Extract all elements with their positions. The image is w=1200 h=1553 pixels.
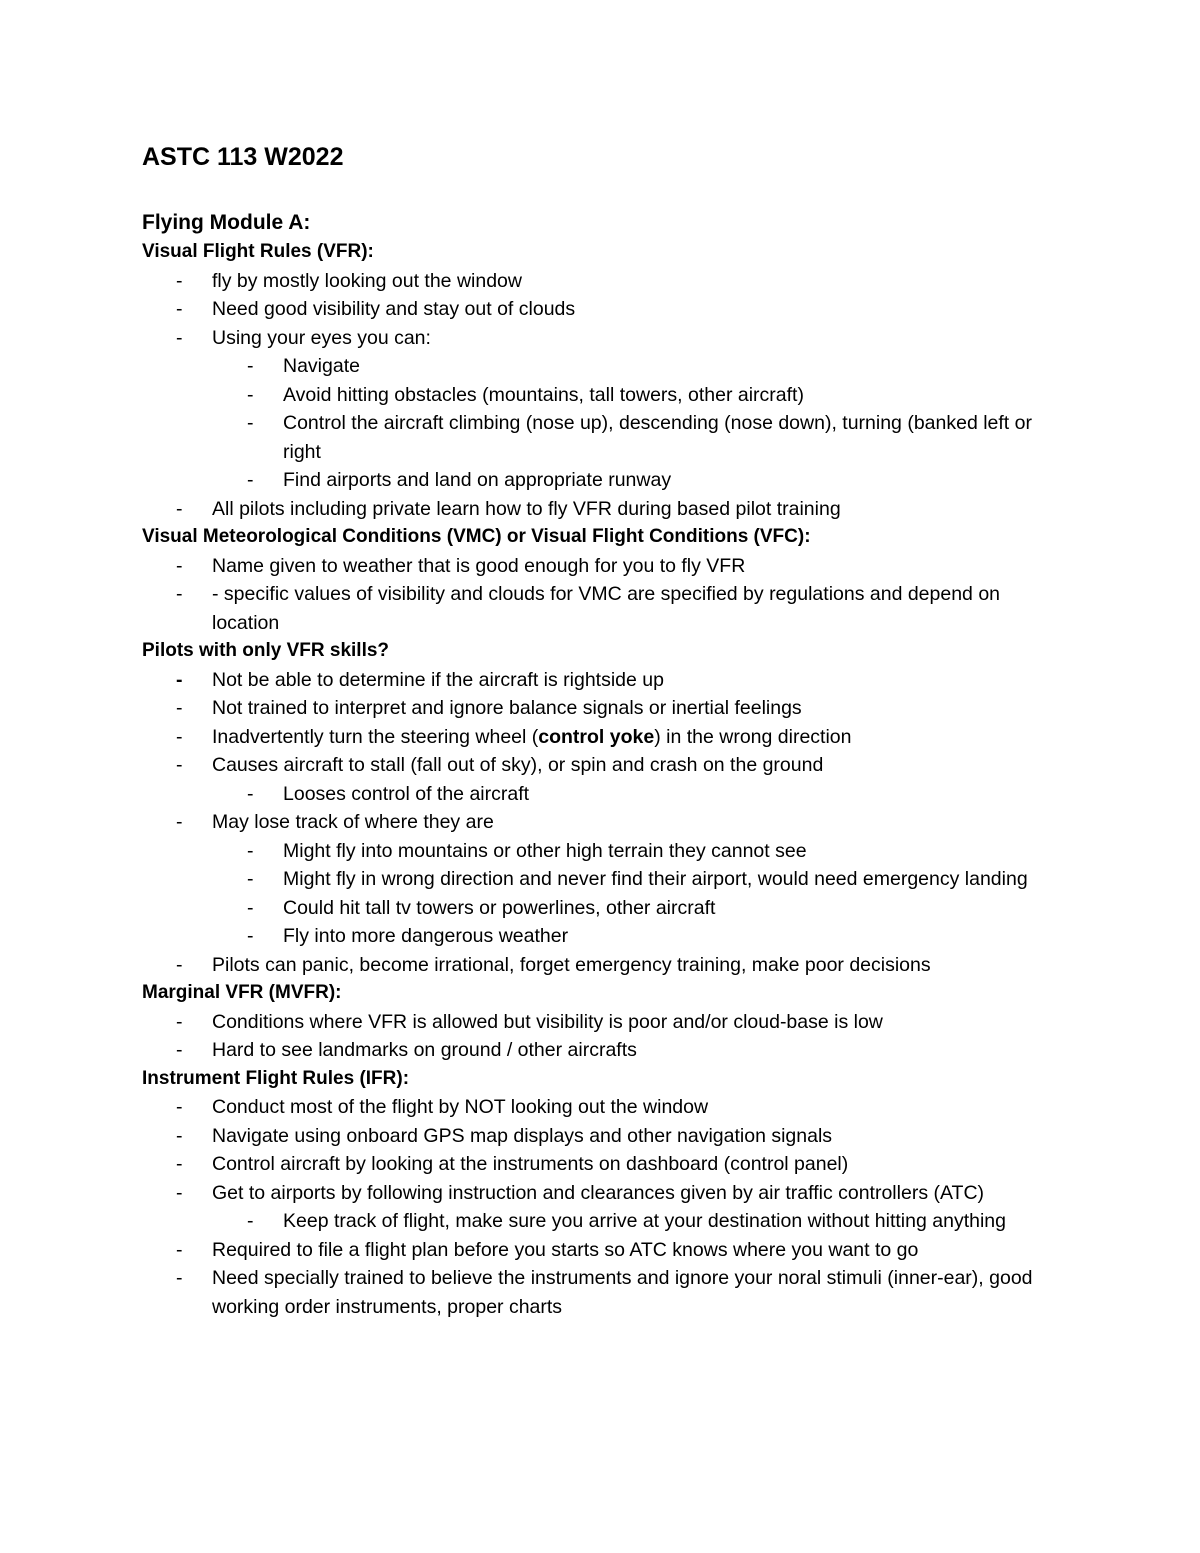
bullet-item — [142, 1264, 1072, 1321]
bullet-list — [142, 1122, 1072, 1151]
bullet-item — [142, 666, 1072, 695]
bullet-dash: - — [176, 583, 183, 605]
bullet-item — [142, 1093, 1072, 1122]
bullet-list — [142, 694, 1072, 723]
sub-bullet-list — [142, 466, 1072, 495]
sub-bullet-list — [142, 865, 1072, 894]
bullet-item — [142, 808, 1072, 837]
bullet-text: Using your eyes you can: — [212, 326, 431, 349]
bullet-list — [142, 723, 1072, 752]
section-heading: Instrument Flight Rules (IFR): — [142, 1067, 410, 1089]
bullet-dash: - — [176, 725, 183, 748]
title-spacer — [142, 174, 1072, 208]
bullet-item — [142, 495, 1072, 524]
sub-bullet-list — [142, 922, 1072, 951]
bullet-item — [142, 694, 1072, 723]
bullet-list — [142, 267, 1072, 296]
sub-bullet-item — [142, 381, 1072, 410]
bullet-text: Keep track of flight, make sure you arrive at your destination without hitting anything — [283, 1210, 1006, 1232]
bullet-text: Need good visibility and stay out of clouds — [212, 298, 576, 320]
sub-bullet-list — [142, 381, 1072, 410]
bullet-text: Might fly into mountains or other high terrain they cannot see — [283, 839, 807, 862]
bullet-dash: - — [247, 925, 254, 947]
bullet-text: ) in the wrong direction — [654, 725, 852, 748]
bullet-list — [142, 324, 1072, 353]
bullet-list — [142, 1264, 1072, 1321]
bullet-text: - specific values of visibility and clouds for VMC are specified by regulations and depend on location — [212, 583, 1001, 634]
sub-bullet-item — [142, 1207, 1072, 1236]
bullet-item — [142, 295, 1072, 324]
bullet-dash: - — [247, 1210, 254, 1232]
bullet-dash: - — [176, 298, 183, 320]
bullet-text: Fly into more dangerous weather — [283, 925, 569, 947]
bullet-text: Looses control of the aircraft — [283, 782, 530, 805]
section-heading: Pilots with only VFR skills? — [142, 640, 390, 661]
bullet-dash: - — [176, 811, 183, 833]
bullet-text: Get to airports by following instruction and clearances given by air traffic controllers (ATC) — [212, 1181, 985, 1204]
sub-bullet-item — [142, 894, 1072, 923]
sub-bullet-list — [142, 352, 1072, 381]
bullet-item — [142, 1150, 1072, 1179]
bullet-dash: - — [176, 1181, 183, 1204]
bullet-item — [142, 1236, 1072, 1265]
sub-bullet-list — [142, 837, 1072, 866]
bullet-item — [142, 267, 1072, 296]
bullet-text: fly by mostly looking out the window — [212, 269, 522, 292]
bullet-text: Navigate — [283, 355, 360, 377]
bullet-text: Need specially trained to believe the instruments and ignore your noral stimuli (inner-ear), good working order instruments, proper charts — [212, 1267, 1033, 1318]
bullet-text: Conduct most of the flight by NOT looking out the window — [212, 1096, 709, 1118]
bullet-dash: - — [247, 868, 254, 890]
bullet-list — [142, 580, 1072, 637]
bullet-item — [142, 324, 1072, 353]
section-heading: Visual Meteorological Conditions (VMC) or Visual Flight Conditions (VFC): — [142, 526, 811, 547]
bullet-dash: - — [247, 355, 254, 377]
bullet-dash: - — [176, 1096, 183, 1118]
bullet-dash: - — [176, 754, 183, 776]
bullet-text: May lose track of where they are — [212, 811, 494, 833]
bullet-bold-term: control yoke — [538, 725, 655, 748]
module-title: Flying Module A: — [142, 211, 311, 234]
bullet-text: Avoid hitting obstacles (mountains, tall towers, other aircraft) — [283, 383, 804, 406]
sub-bullet-item — [142, 780, 1072, 809]
bullet-list — [142, 495, 1072, 524]
bullet-dash: - — [247, 839, 254, 862]
bullet-text: Inadvertently turn the steering wheel ( — [212, 725, 539, 748]
bullet-text: Navigate using onboard GPS map displays and other navigation signals — [212, 1124, 833, 1147]
bullet-text: Hard to see landmarks on ground / other aircrafts — [212, 1039, 637, 1061]
bullet-item — [142, 751, 1072, 780]
bullet-list — [142, 808, 1072, 837]
bullet-dash: - — [176, 1124, 183, 1147]
sub-bullet-list — [142, 409, 1072, 466]
sub-bullet-item — [142, 865, 1072, 894]
bullet-text: Not trained to interpret and ignore balance signals or inertial feelings — [212, 697, 802, 719]
bullet-list — [142, 1150, 1072, 1179]
sub-bullet-item — [142, 466, 1072, 495]
document-title: ASTC 113 W2022 — [142, 143, 344, 171]
bullet-dash: - — [247, 782, 254, 805]
bullet-text: Causes aircraft to stall (fall out of sky), or spin and crash on the ground — [212, 754, 824, 776]
bullet-dash: - — [247, 412, 254, 434]
bullet-text: Could hit tall tv towers or powerlines, other aircraft — [283, 896, 716, 919]
bullet-text: All pilots including private learn how to fly VFR during based pilot training — [212, 497, 841, 520]
bullet-dash: - — [176, 269, 183, 292]
bullet-text: Name given to weather that is good enough for you to fly VFR — [212, 554, 746, 577]
bullet-text: Pilots can panic, become irrational, forget emergency training, make poor decisions — [212, 953, 931, 976]
bullet-list — [142, 1236, 1072, 1265]
bullet-dash: - — [176, 697, 183, 719]
bullet-dash: - — [247, 383, 254, 406]
bullet-item — [142, 1122, 1072, 1151]
bullet-dash: - — [176, 497, 183, 520]
bullet-item — [142, 723, 1072, 752]
bullet-text: Find airports and land on appropriate runway — [283, 469, 672, 491]
bullet-dash: - — [176, 326, 183, 349]
bullet-text: Required to file a flight plan before you starts so ATC knows where you want to go — [212, 1238, 919, 1261]
sub-bullet-item — [142, 837, 1072, 866]
bullet-dash: - — [176, 1039, 183, 1061]
sub-bullet-item — [142, 922, 1072, 951]
bullet-list — [142, 1179, 1072, 1208]
bullet-dash: - — [176, 1238, 183, 1261]
bullet-list — [142, 1036, 1072, 1065]
notes-sections — [142, 238, 1072, 1321]
bullet-item — [142, 1008, 1072, 1037]
bullet-item — [142, 1036, 1072, 1065]
bullet-list — [142, 1008, 1072, 1037]
sub-bullet-item — [142, 352, 1072, 381]
section-heading: Marginal VFR (MVFR): — [142, 982, 342, 1003]
sub-bullet-list — [142, 894, 1072, 923]
bullet-list — [142, 666, 1072, 695]
document-content — [142, 140, 1072, 1321]
bullet-text: Conditions where VFR is allowed but visibility is poor and/or cloud-base is low — [212, 1010, 883, 1033]
bullet-list — [142, 552, 1072, 581]
bullet-list — [142, 751, 1072, 780]
bullet-dash: - — [176, 1153, 183, 1175]
section-heading: Visual Flight Rules (VFR): — [142, 241, 374, 262]
bullet-dash: - — [176, 953, 183, 976]
bullet-dash: - — [176, 1010, 183, 1033]
bullet-list — [142, 951, 1072, 980]
bullet-item — [142, 552, 1072, 581]
bullet-list — [142, 1093, 1072, 1122]
bullet-dash: - — [176, 1267, 183, 1289]
bullet-item — [142, 580, 1072, 637]
sub-bullet-list — [142, 1207, 1072, 1236]
bullet-item — [142, 951, 1072, 980]
bullet-text: Control the aircraft climbing (nose up), descending (nose down), turning (banked left or right — [283, 412, 1032, 463]
sub-bullet-item — [142, 409, 1072, 466]
bullet-item — [142, 1179, 1072, 1208]
bullet-text: Might fly in wrong direction and never find their airport, would need emergency landing — [283, 868, 1028, 890]
bullet-list — [142, 295, 1072, 324]
bullet-dash: - — [247, 896, 254, 919]
bullet-dash: - — [176, 554, 183, 577]
sub-bullet-list — [142, 780, 1072, 809]
bullet-dash: - — [247, 469, 254, 491]
bullet-text: Not be able to determine if the aircraft is rightside up — [212, 668, 664, 691]
bullet-dash: - — [176, 668, 183, 691]
bullet-text: Control aircraft by looking at the instruments on dashboard (control panel) — [212, 1153, 849, 1175]
